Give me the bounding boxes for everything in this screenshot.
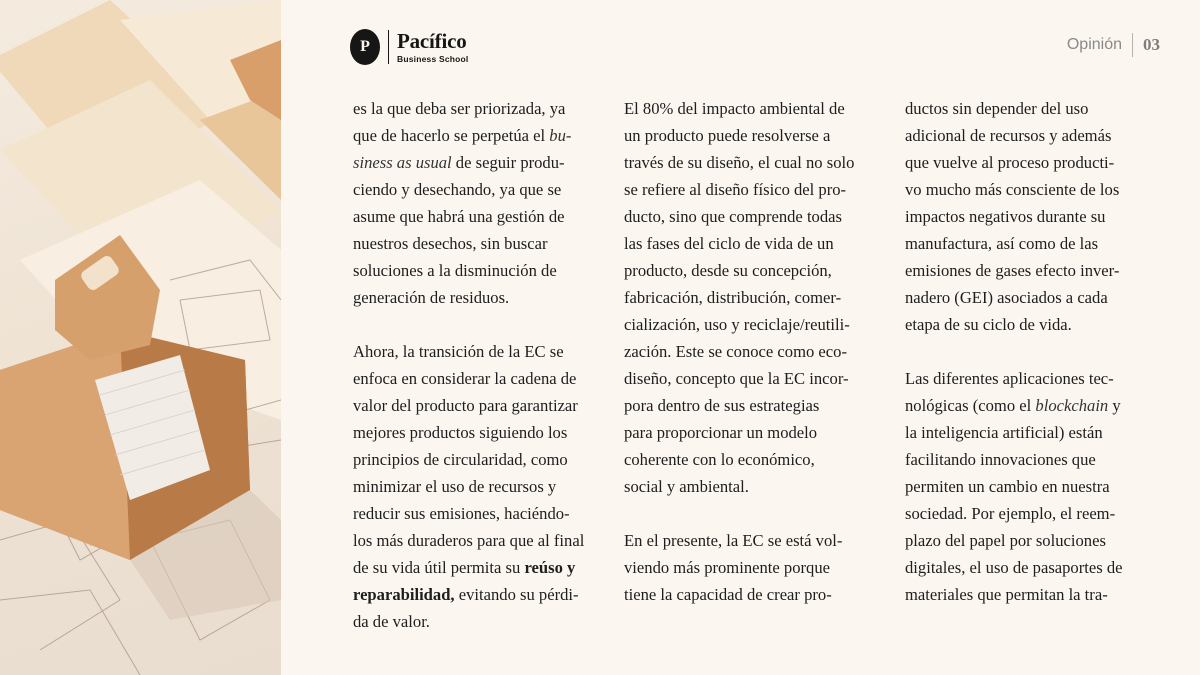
bold-text: reúso y xyxy=(524,558,576,577)
text-line: adicional de recursos y además xyxy=(905,126,1112,145)
text-line: soluciones a la disminución de xyxy=(353,261,557,280)
text-line xyxy=(905,392,1157,419)
text-fragment: de seguir produ- xyxy=(451,153,565,172)
text-line: pora dentro de sus estrategias xyxy=(624,396,820,415)
text-fragment: evitando su pérdi- xyxy=(454,585,579,604)
text-line: manufactura, así como de las xyxy=(905,234,1099,253)
paragraph xyxy=(353,338,605,635)
text-line xyxy=(353,149,605,176)
text-line xyxy=(353,122,605,149)
text-line: Las diferentes aplicaciones tec- xyxy=(905,369,1114,388)
text-fragment: que de hacerlo se perpetúa el xyxy=(353,126,550,145)
section-indicator xyxy=(1067,33,1160,57)
text-fragment: de su vida útil permita su xyxy=(353,558,525,577)
text-line: digitales, el uso de pasaportes de xyxy=(905,558,1123,577)
text-line: viendo más prominente porque xyxy=(624,558,830,577)
text-fragment: y xyxy=(1108,396,1121,415)
text-line: principios de circularidad, como xyxy=(353,450,568,469)
text-line: da de valor. xyxy=(353,612,430,631)
italic-text: siness as usual xyxy=(353,153,452,172)
text-line: mejores productos siguiendo los xyxy=(353,423,568,442)
logo-subtitle: Business School xyxy=(397,53,469,64)
paragraph xyxy=(624,527,876,608)
text-line: materiales que permitan la tra- xyxy=(905,585,1108,604)
text-line: las fases del ciclo de vida de un xyxy=(624,234,834,253)
section-divider xyxy=(1132,33,1133,57)
text-line: vo mucho más consciente de los xyxy=(905,180,1120,199)
logo-divider xyxy=(388,30,389,64)
logo-emblem-icon: P xyxy=(350,29,380,65)
paragraph xyxy=(905,365,1157,608)
text-line: minimizar el uso de recursos y xyxy=(353,477,557,496)
paragraph xyxy=(624,95,876,500)
text-line: sociedad. Por ejemplo, el reem- xyxy=(905,504,1116,523)
cardboard-boxes-photo xyxy=(0,0,281,675)
text-column-3 xyxy=(905,95,1157,635)
text-line: ciendo y desechando, ya que se xyxy=(353,180,562,199)
logo-name: Pacífico xyxy=(397,28,467,53)
text-line: zación. Este se conoce como eco- xyxy=(624,342,847,361)
text-line: se refiere al diseño físico del pro- xyxy=(624,180,847,199)
text-line: través de su diseño, el cual no solo xyxy=(624,153,855,172)
text-line: diseño, concepto que la EC incor- xyxy=(624,369,849,388)
text-line: tiene la capacidad de crear pro- xyxy=(624,585,832,604)
text-line: ductos sin depender del uso xyxy=(905,99,1089,118)
bold-text: reparabilidad, xyxy=(353,585,455,604)
text-line: para proporcionar un modelo xyxy=(624,423,818,442)
text-line: generación de residuos. xyxy=(353,288,510,307)
text-line: Ahora, la transición de la EC se xyxy=(353,342,564,361)
text-line: En el presente, la EC se está vol- xyxy=(624,531,843,550)
text-column-1 xyxy=(353,95,605,662)
text-line: reducir sus emisiones, haciéndo- xyxy=(353,504,570,523)
text-line: que vuelve al proceso producti- xyxy=(905,153,1115,172)
page-number: 03 xyxy=(1143,35,1160,54)
text-line: permiten un cambio en nuestra xyxy=(905,477,1110,496)
text-line xyxy=(353,581,605,608)
italic-text: bu- xyxy=(549,126,572,145)
logo-wordmark xyxy=(397,28,469,64)
text-line: producto, desde su concepción, xyxy=(624,261,832,280)
text-line: fabricación, distribución, comer- xyxy=(624,288,842,307)
text-line: social y ambiental. xyxy=(624,477,749,496)
text-line: etapa de su ciclo de vida. xyxy=(905,315,1072,334)
text-line: impactos negativos durante su xyxy=(905,207,1106,226)
italic-text: blockchain xyxy=(1035,396,1109,415)
text-line: es la que deba ser priorizada, ya xyxy=(353,99,566,118)
text-line: enfoca en considerar la cadena de xyxy=(353,369,577,388)
paragraph xyxy=(905,95,1157,338)
text-line: nadero (GEI) asociados a cada xyxy=(905,288,1108,307)
text-line xyxy=(353,554,605,581)
text-line: plazo del papel por soluciones xyxy=(905,531,1106,550)
text-line: cialización, uso y reciclaje/reutili- xyxy=(624,315,850,334)
text-line: los más duraderos para que al final xyxy=(353,531,585,550)
text-line: la inteligencia artificial) están xyxy=(905,423,1103,442)
text-fragment: nológicas (como el xyxy=(905,396,1036,415)
paragraph xyxy=(353,95,605,311)
text-line: El 80% del impacto ambiental de xyxy=(624,99,845,118)
text-line: asume que habrá una gestión de xyxy=(353,207,565,226)
pacifico-logo xyxy=(350,27,469,67)
text-line: ducto, sino que comprende todas xyxy=(624,207,842,226)
text-column-2 xyxy=(624,95,876,635)
text-line: valor del producto para garantizar xyxy=(353,396,578,415)
text-line: emisiones de gases efecto inver- xyxy=(905,261,1120,280)
text-line: un producto puede resolverse a xyxy=(624,126,831,145)
text-line: facilitando innovaciones que xyxy=(905,450,1096,469)
section-label: Opinión xyxy=(1066,36,1122,53)
text-line: nuestros desechos, sin buscar xyxy=(353,234,548,253)
text-line: coherente con lo económico, xyxy=(624,450,815,469)
